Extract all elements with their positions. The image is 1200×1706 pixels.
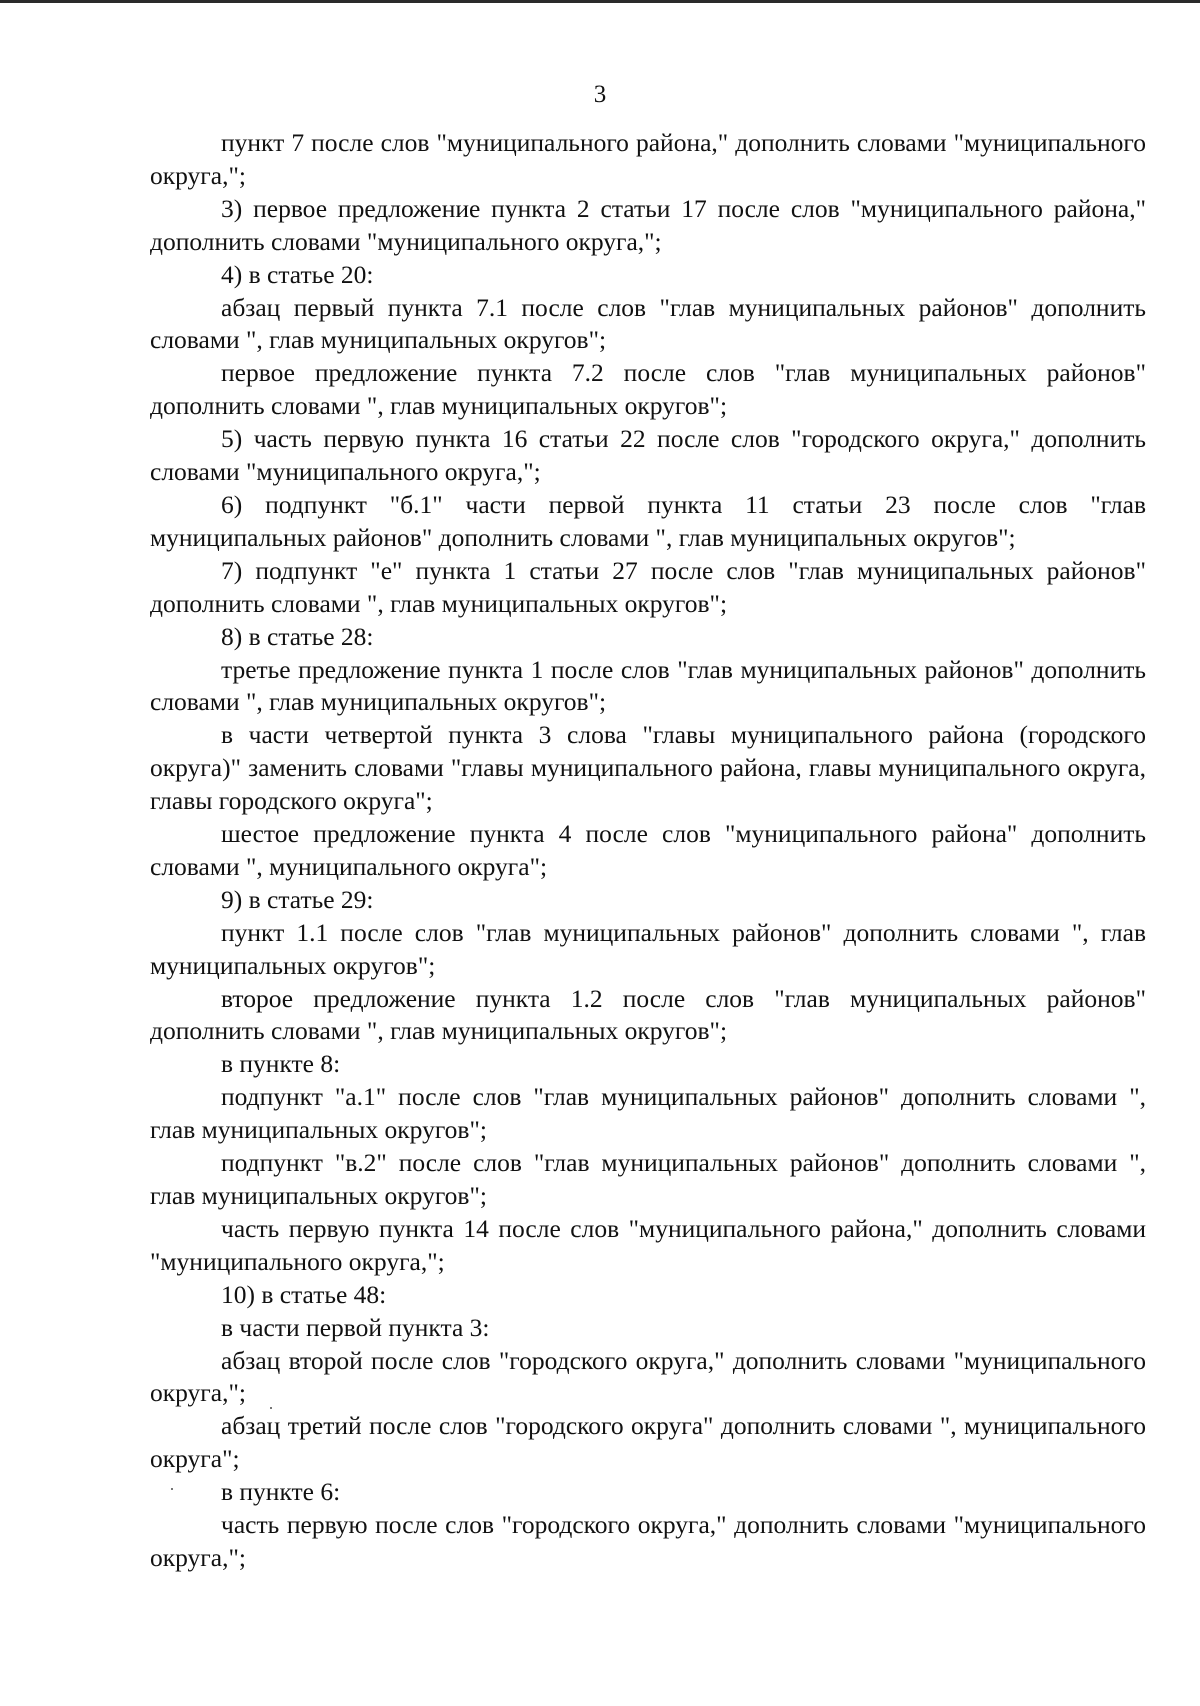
paragraph: подпункт "в.2" после слов "глав муниципальных районов" дополнить словами ", глав муниципальных округов"; — [150, 1148, 1146, 1210]
paragraph: шестое предложение пункта 4 после слов "муниципального района" дополнить словами ", муниципального округа"; — [150, 819, 1146, 881]
paragraph: первое предложение пункта 7.2 после слов "глав муниципальных районов" дополнить словами ", глав муниципальных округов"; — [150, 358, 1146, 421]
paragraph: часть первую после слов "городского округа," дополнить словами "муниципального округа,"; — [150, 1510, 1146, 1572]
paragraph: второе предложение пункта 1.2 после слов "глав муниципальных районов" дополнить словами ", глав муниципальных округов"; — [150, 983, 1146, 1046]
paragraph: подпункт "а.1" после слов "глав муниципальных районов" дополнить словами ", глав муниципальных округов"; — [150, 1082, 1146, 1145]
paragraph: часть первую пункта 14 после слов "муниципального района," дополнить словами "муниципального округа,"; — [150, 1213, 1146, 1276]
paragraph: абзац третий после слов "городского округа" дополнить словами ", муниципального округа"; — [150, 1411, 1146, 1474]
paragraph: 3) первое предложение пункта 2 статьи 17 после слов "муниципального района," дополнить словами "муниципального округа,"; — [150, 193, 1146, 256]
paragraph: абзац второй после слов "городского округа," дополнить словами "муниципального округа,"; — [150, 1345, 1146, 1408]
paragraph: абзац первый пункта 7.1 после слов "глав муниципальных районов" дополнить словами ", глав муниципальных округов"; — [150, 292, 1146, 355]
scan-speck — [171, 1488, 173, 1490]
paragraph: 10) в статье 48: — [221, 1279, 387, 1309]
page-number: 3 — [593, 81, 607, 108]
paragraph: 8) в статье 28: — [221, 621, 374, 651]
paragraph: 7) подпункт "е" пункта 1 статьи 27 после слов "глав муниципальных районов" дополнить словами ", глав муниципальных округов"; — [150, 555, 1146, 618]
paragraph: третье предложение пункта 1 после слов "глав муниципальных районов" дополнить словами ", глав муниципальных округов"; — [150, 654, 1146, 717]
scan-speck — [270, 1407, 272, 1409]
document-body — [150, 127, 1146, 1575]
paragraph: в пункте 8: — [221, 1049, 341, 1079]
paragraph: в части четвертой пункта 3 слова "главы муниципального района (городского округа)" заменить словами "главы муниципального района, главы муниципального округа, главы городского округа"; — [150, 720, 1146, 816]
paragraph: в пункте 6: — [221, 1477, 341, 1507]
paragraph: в части первой пункта 3: — [221, 1312, 490, 1342]
paragraph: 4) в статье 20: — [221, 259, 374, 289]
paragraph: 6) подпункт "б.1" части первой пункта 11 статьи 23 после слов "глав муниципальных районов" дополнить словами ", глав муниципальных округов"; — [150, 489, 1146, 552]
paragraph: пункт 1.1 после слов "глав муниципальных районов" дополнить словами ", глав муниципальных округов"; — [150, 917, 1146, 980]
paragraph: 5) часть первую пункта 16 статьи 22 после слов "городского округа," дополнить словами "муниципального округа,"; — [150, 424, 1146, 487]
page-top-edge — [0, 0, 1200, 3]
paragraph: 9) в статье 29: — [221, 884, 374, 914]
paragraph: пункт 7 после слов "муниципального района," дополнить словами "муниципального округа,"; — [150, 128, 1146, 190]
